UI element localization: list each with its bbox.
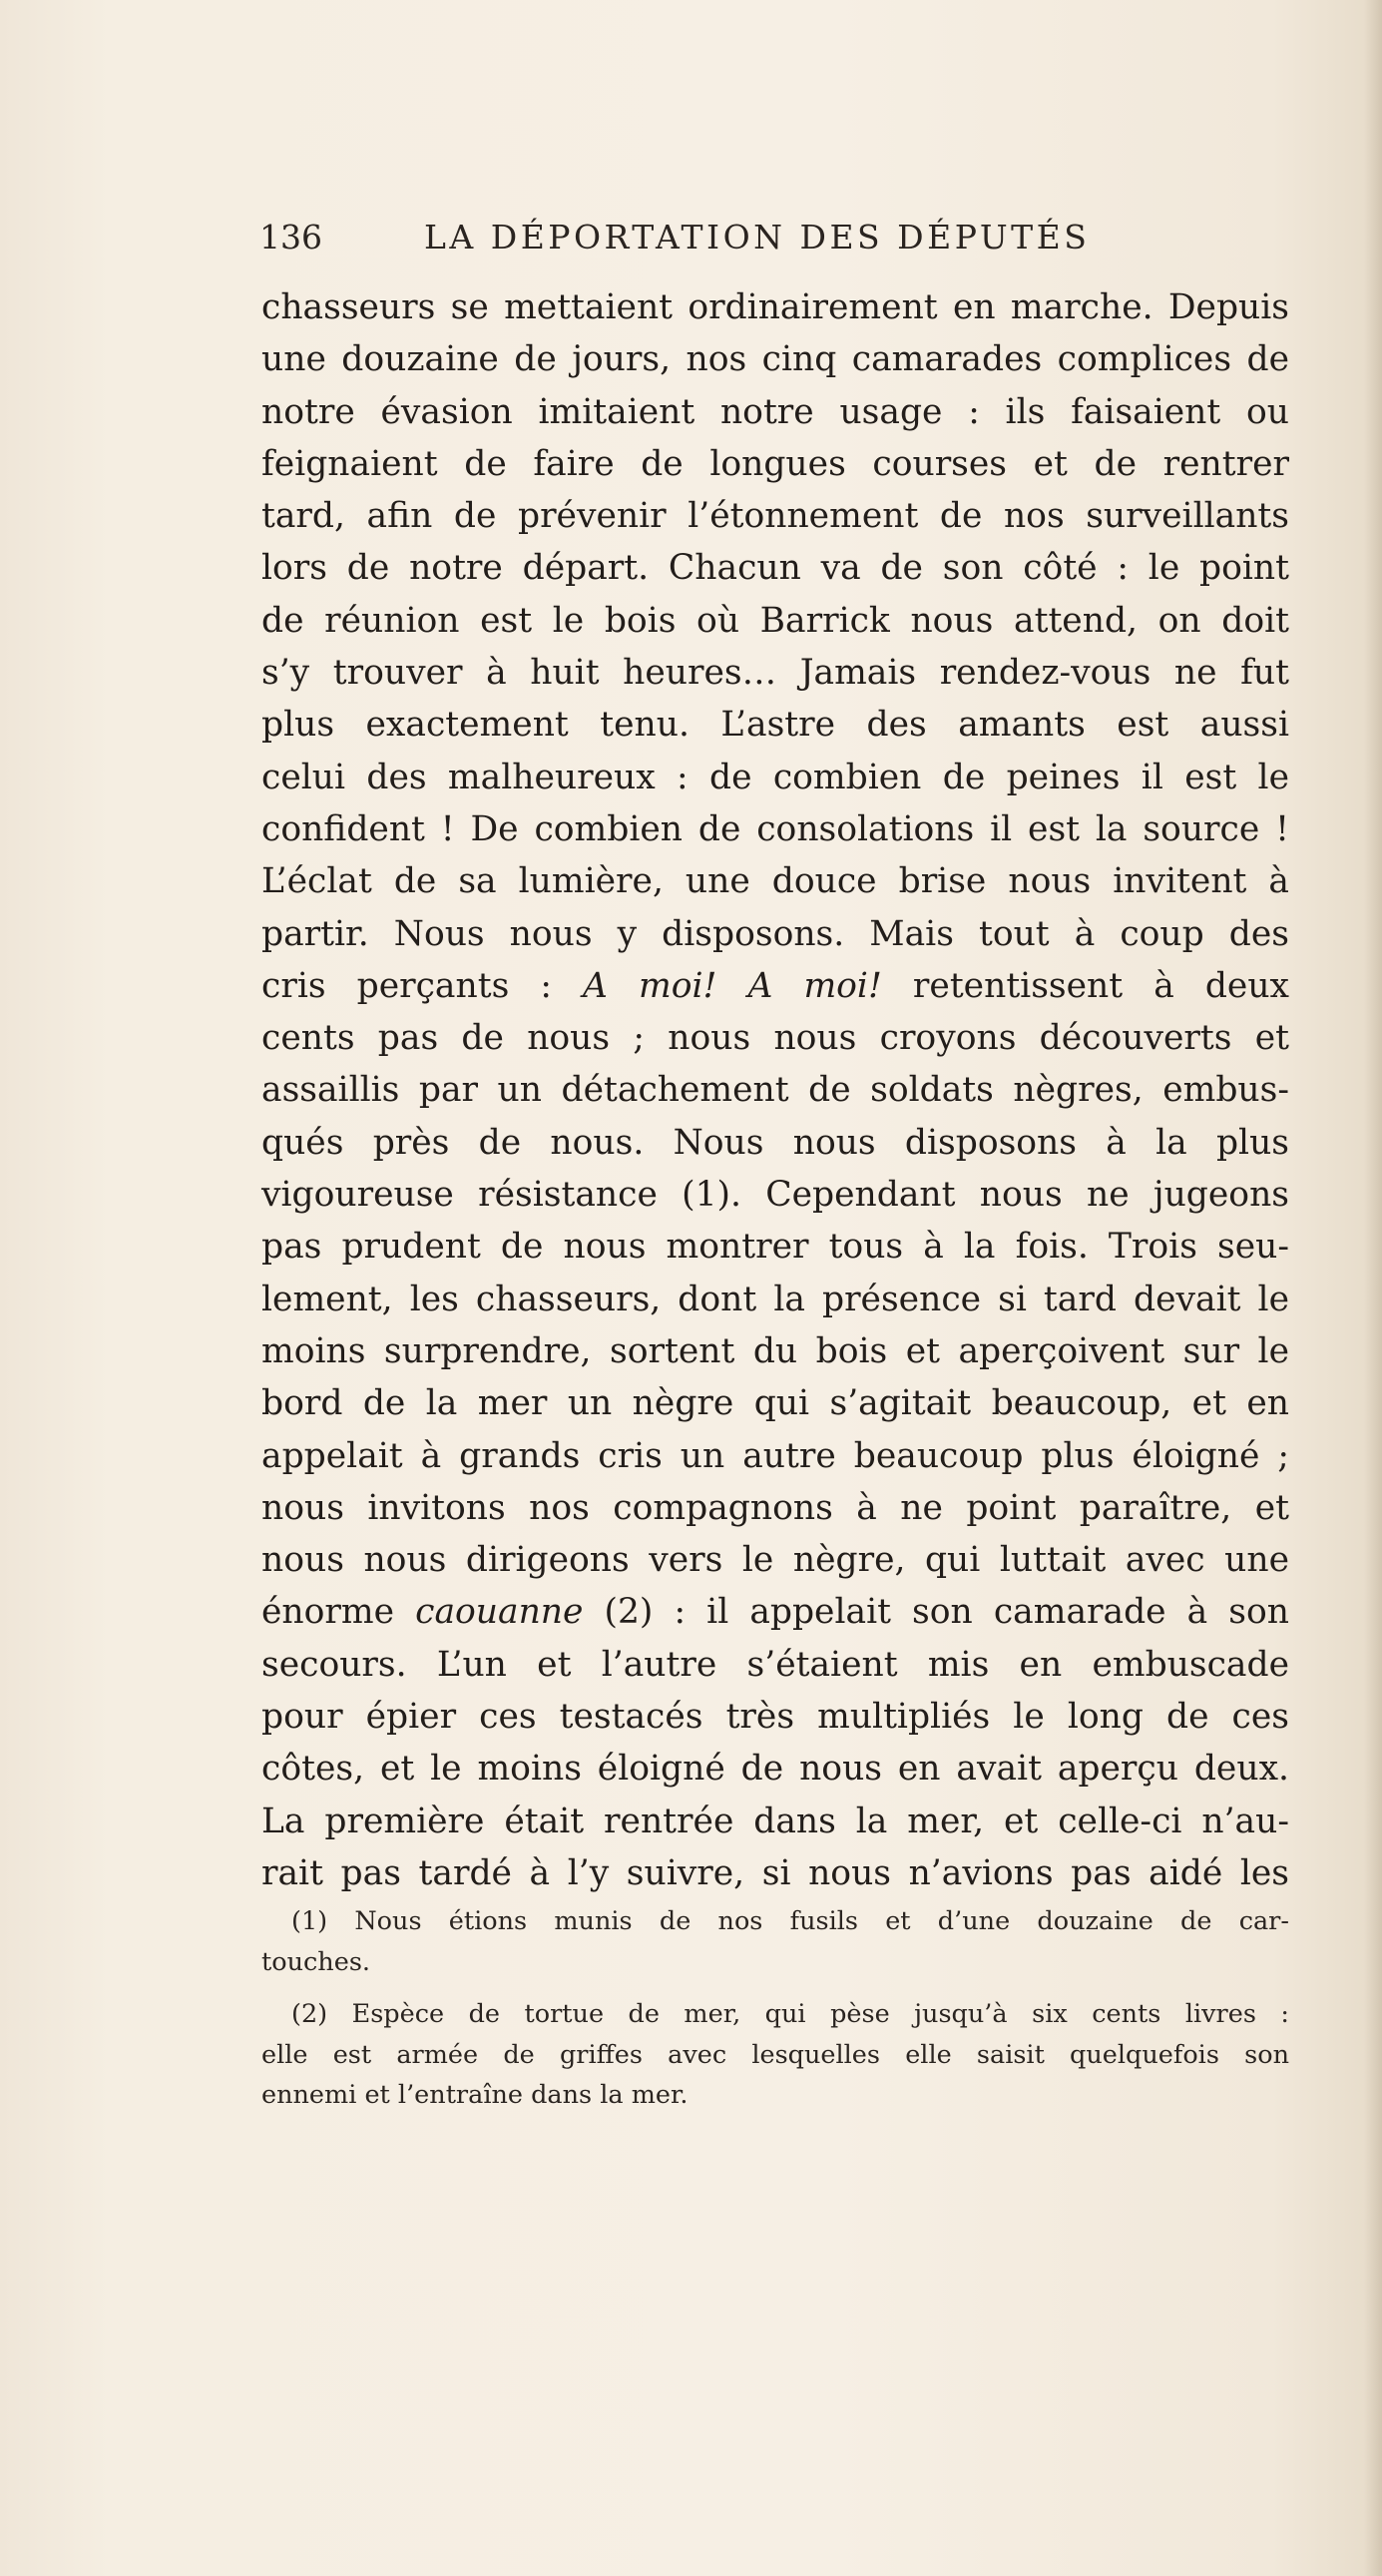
- footnote-2-line: (2) Espèce de tortue de mer, qui pèse jusqu’à six cents livres :: [291, 1999, 1289, 2029]
- italic-exclamation: A moi! A moi!: [583, 965, 882, 1006]
- text-line: qués près de nous. Nous nous disposons à la plus: [261, 1122, 1289, 1163]
- text-segment: (2) : il appelait son camarade à son: [583, 1592, 1289, 1633]
- page-number: 136: [259, 218, 322, 257]
- footnote-gap: [261, 1982, 1289, 1994]
- text-line: tard, afin de prévenir l’étonnement de nos surveillants: [261, 496, 1289, 537]
- text-segment: énorme: [261, 1592, 416, 1633]
- text-line: plus exactement tenu. L’astre des amants est aussi: [261, 705, 1289, 746]
- text-line: bord de la mer un nègre qui s’agitait beaucoup, et en: [261, 1383, 1289, 1424]
- running-title: LA DÉPORTATION DES DÉPUTÉS: [424, 218, 1091, 257]
- text-line: côtes, et le moins éloigné de nous en avait aperçu deux.: [261, 1749, 1289, 1790]
- text-line: vigoureuse résistance (1). Cependant nous ne jugeons: [261, 1175, 1289, 1216]
- italic-term: caouanne: [415, 1592, 584, 1633]
- text-line: moins surprendre, sortent du bois et aperçoivent sur le: [261, 1330, 1289, 1371]
- text-line: partir. Nous nous y disposons. Mais tout à coup des: [261, 913, 1289, 954]
- text-line: notre évasion imitaient notre usage : ils faisaient ou: [261, 391, 1289, 432]
- text-line: La première était rentrée dans la mer, et celle-ci n’au-: [261, 1801, 1289, 1841]
- text-line: rait pas tardé à l’y suivre, si nous n’avions pas aidé les: [261, 1852, 1289, 1893]
- text-line: [261, 1586, 1289, 1638]
- text-line: lement, les chasseurs, dont la présence si tard devait le: [261, 1279, 1289, 1319]
- footnotes: [261, 1901, 1289, 2116]
- text-line: secours. L’un et l’autre s’étaient mis en embuscade: [261, 1644, 1289, 1685]
- text-line: pas prudent de nous montrer tous à la fois. Trois seu-: [261, 1227, 1289, 1268]
- text-line: nous invitons nos compagnons à ne point paraître, et: [261, 1487, 1289, 1528]
- text-segment: cris perçants :: [261, 965, 584, 1006]
- footnote-1-line: touches.: [261, 1946, 371, 1977]
- text-line: confident ! De combien de consolations il est la source !: [261, 808, 1289, 849]
- footnote-2-line: ennemi et l’entraîne dans la mer.: [261, 2080, 689, 2110]
- text-line: feignaient de faire de longues courses et de rentrer: [261, 443, 1289, 484]
- text-line: cents pas de nous ; nous nous croyons découverts et: [261, 1018, 1289, 1059]
- text-line: de réunion est le bois où Barrick nous attend, on doit: [261, 600, 1289, 641]
- running-header: [259, 218, 1287, 267]
- text-line: une douzaine de jours, nos cinq camarades complices de: [261, 339, 1289, 380]
- text-line: L’éclat de sa lumière, une douce brise nous invitent à: [261, 861, 1289, 902]
- text-line: appelait à grands cris un autre beaucoup plus éloigné ;: [261, 1435, 1289, 1476]
- text-line: assaillis par un détachement de soldats nègres, embus-: [261, 1070, 1289, 1111]
- footnote-1-line: (1) Nous étions munis de nos fusils et d’une douzaine de car-: [291, 1906, 1289, 1936]
- text-line: pour épier ces testacés très multipliés le long de ces: [261, 1697, 1289, 1738]
- text-line: nous nous dirigeons vers le nègre, qui luttait avec une: [261, 1540, 1289, 1581]
- text-line: [261, 960, 1289, 1012]
- footnote-2-line: elle est armée de griffes avec lesquelles elle saisit quelquefois son: [261, 2039, 1289, 2070]
- page-edge-shadow: [1364, 0, 1382, 2576]
- text-line: celui des malheureux : de combien de peines il est le: [261, 757, 1289, 797]
- body-text: [261, 281, 1289, 1899]
- text-line: lors de notre départ. Chacun va de son côté : le point: [261, 548, 1289, 589]
- text-segment: retentissent à deux: [881, 965, 1289, 1006]
- text-line: s’y trouver à huit heures… Jamais rendez-vous ne fut: [261, 653, 1289, 694]
- text-line: chasseurs se mettaient ordinairement en marche. Depuis: [261, 287, 1289, 327]
